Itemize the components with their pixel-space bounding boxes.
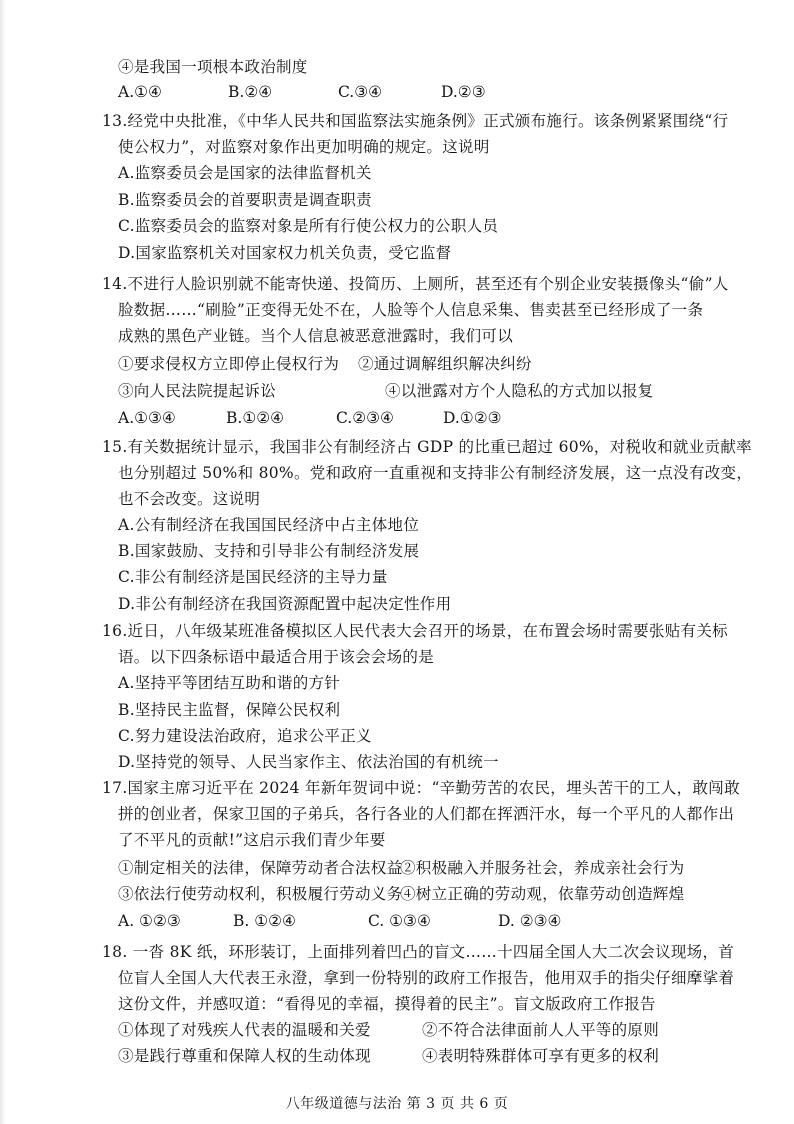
page-footer: 八年级道德与法治 第 3 页 共 6 页	[285, 1096, 509, 1112]
q15-stem-line3: 也不会改变。这说明	[118, 490, 261, 508]
q15-option-a: A.公有制经济在我国国民经济中占主体地位	[118, 516, 420, 534]
q14-statement-3: ③向人民法院提起诉讼	[118, 382, 277, 400]
q13-option-c: C.监察委员会的监察对象是所有行使公权力的公职人员	[118, 217, 499, 235]
q14-stem-line3: 成熟的黑色产业链。当个人信息被恶意泄露时，我们可以	[118, 327, 514, 345]
q16-option-b: B.坚持民主监督，保障公民权利	[118, 701, 341, 719]
q14-choice-d: D.①②③	[443, 409, 502, 427]
q15-stem-line1: 15.有关数据统计显示，我国非公有制经济占 GDP 的比重已超过 60%，对税收和就业贡献率	[102, 438, 752, 456]
q18-statement-1: ①体现了对残疾人代表的温暖和关爱	[118, 1021, 371, 1039]
q17-choice-c: C. ①③④	[368, 912, 431, 930]
q17-statement-3: ③依法行使劳动权利，积极履行劳动义务	[118, 885, 403, 903]
q16-option-a: A.坚持平等团结互助和谐的方针	[118, 674, 341, 692]
q17-stem-line3: 了不平凡的贡献!”这启示我们青少年要	[118, 831, 386, 849]
q13-option-b: B.监察委员会的首要职责是调查职责	[118, 191, 372, 209]
q12-choice-b: B.②④	[228, 83, 273, 101]
q18-stem-line3: 这份文件，并感叹道：“看得见的幸福，摸得着的民主”。盲文版政府工作报告	[118, 995, 656, 1013]
q13-stem-line1: 13.经党中央批准，《中华人民共和国监察法实施条例》正式颁布施行。该条例紧紧围绕“行	[102, 112, 729, 130]
q16-stem-line1: 16.近日，八年级某班准备模拟区人民代表大会召开的场景，在布置会场时需要张贴有关标	[102, 622, 728, 640]
q15-option-c: C.非公有制经济是国民经济的主导力量	[118, 568, 388, 586]
q14-choice-a: A.①③④	[118, 409, 176, 427]
q15-stem-line2: 也分别超过 50%和 80%。党和政府一直重视和支持非公有制经济发展，这一点没有改变，	[118, 464, 753, 482]
q18-stem-line1: 18. 一沓 8K 纸，环形装订，上面排列着凹凸的盲文……十四届全国人大二次会议现场，首	[102, 943, 735, 961]
q17-stem-line1: 17.国家主席习近平在 2024 年新年贺词中说：“辛勤劳苦的农民，埋头苦干的工人，敢闯敢	[102, 779, 740, 797]
scan-edge	[0, 0, 6, 1124]
q14-statement-4: ④以泄露对方个人隐私的方式加以报复	[385, 382, 654, 400]
q13-option-d: D.国家监察机关对国家权力机关负责，受它监督	[118, 244, 452, 262]
q18-stem-line2: 位盲人全国人大代表王永澄，拿到一份特别的政府工作报告，他用双手的指尖仔细摩挲着	[118, 969, 735, 987]
q17-choice-a: A. ①②③	[118, 912, 181, 930]
q17-statement-4: ④树立正确的劳动观，依靠劳动创造辉煌	[400, 885, 685, 903]
q18-statement-3: ③是践行尊重和保障人权的生动体现	[118, 1047, 371, 1065]
q12-choice-a: A.①④	[118, 83, 162, 101]
q16-option-d: D.坚持党的领导、人民当家作主、依法治国的有机统一	[118, 753, 499, 771]
q12-choice-d: D.②③	[441, 83, 486, 101]
q13-option-a: A.监察委员会是国家的法律监督机关	[118, 164, 372, 182]
q14-stem-line1: 14.不进行人脸识别就不能寄快递、投简历、上厕所，甚至还有个别企业安装摄像头“偷”人	[102, 275, 729, 293]
q12-option-4: ④是我国一项根本政治制度	[118, 58, 308, 76]
q14-choice-b: B.①②④	[226, 409, 285, 427]
q16-option-c: C.努力建设法治政府，追求公平正义	[118, 727, 372, 745]
q14-stem-line2: 脸数据……“刷脸”正变得无处不在，人脸等个人信息采集、售卖甚至已经形成了一条	[118, 301, 704, 319]
q16-stem-line2: 语。以下四条标语中最适合用于该会会场的是	[118, 648, 435, 666]
q14-statement-1: ①要求侵权方立即停止侵权行为	[118, 355, 340, 373]
q18-statement-4: ④表明特殊群体可享有更多的权利	[422, 1047, 660, 1065]
q18-statement-2: ②不符合法律面前人人平等的原则	[422, 1021, 660, 1039]
q17-statement-1: ①制定相关的法律，保障劳动者合法权益	[118, 859, 403, 877]
q14-choice-c: C.②③④	[336, 409, 394, 427]
q17-stem-line2: 拼的创业者，保家卫国的子弟兵，各行各业的人们都在挥洒汗水，每一个平凡的人都作出	[118, 805, 735, 823]
q17-choice-d: D. ②③④	[498, 912, 562, 930]
q12-choice-c: C.③④	[338, 83, 383, 101]
q17-choice-b: B. ①②④	[233, 912, 296, 930]
q15-option-b: B.国家鼓励、支持和引导非公有制经济发展	[118, 542, 420, 560]
q15-option-d: D.非公有制经济在我国资源配置中起决定性作用	[118, 595, 452, 613]
q13-stem-line2: 使公权力”，对监察对象作出更加明确的规定。这说明	[118, 138, 490, 156]
q17-statement-2: ②积极融入并服务社会，养成亲社会行为	[400, 859, 685, 877]
q14-statement-2: ②通过调解组织解决纠纷	[358, 355, 532, 373]
